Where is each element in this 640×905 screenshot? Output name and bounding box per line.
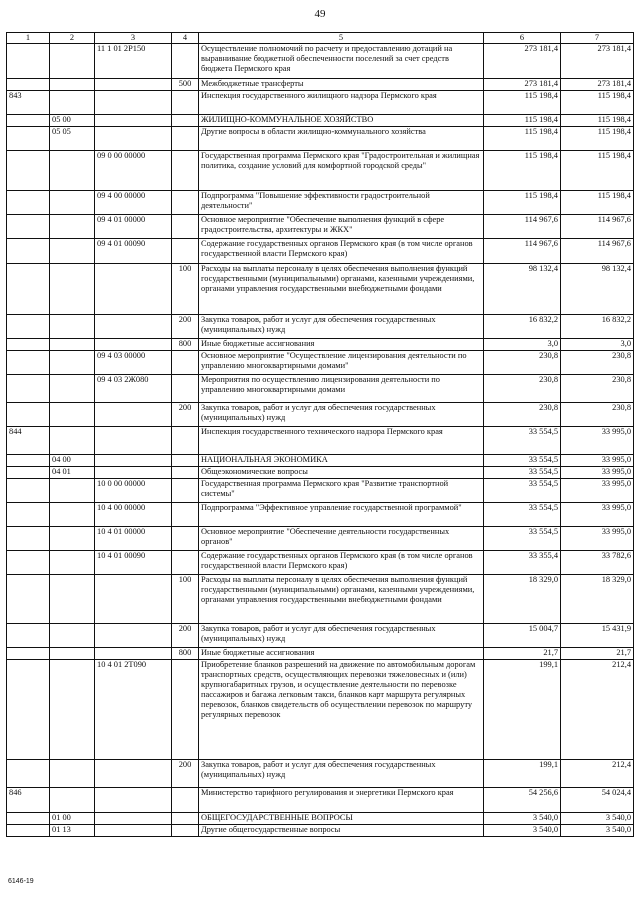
target-article-cell	[95, 264, 172, 315]
amount-2019-cell: 33 554,5	[484, 455, 561, 467]
header-cell-2: 2	[50, 33, 95, 44]
amount-2020-cell: 15 431,9	[561, 624, 634, 648]
target-article-cell	[95, 788, 172, 813]
target-article-cell	[95, 575, 172, 624]
description-cell: Содержание государственных органов Пермского края (в том числе органов государственной власти Пермского края)	[199, 551, 484, 575]
admin-code-cell	[7, 503, 50, 527]
table-row	[7, 455, 634, 467]
description-cell: Расходы на выплаты персоналу в целях обеспечения выполнения функций государственными (муниципальными) органами, казенными учреждениями, органами управления государственными внебюджетными фондами	[199, 264, 484, 315]
expense-type-cell	[172, 503, 199, 527]
admin-code-cell	[7, 479, 50, 503]
table-row	[7, 760, 634, 788]
section-code-cell	[50, 264, 95, 315]
description-cell: Основное мероприятие "Обеспечение деятельности государственных органов"	[199, 527, 484, 551]
target-article-cell	[95, 760, 172, 788]
description-cell: Приобретение бланков разрешений на движение по автомобильным дорогам транспортных средств, осуществляющих перевозки тяжеловесных и (или) крупногабаритных грузов, и осуществление деятельности по перевозке пассажиров и багажа легковым такси, бланков карт маршрута регулярных перевозок, бланков свидетельств об осуществлении перевозок по маршруту регулярных перевозок	[199, 660, 484, 760]
table-row	[7, 215, 634, 239]
admin-code-cell	[7, 239, 50, 264]
table-row	[7, 127, 634, 151]
admin-code-cell: 844	[7, 427, 50, 455]
amount-2019-cell: 115 198,4	[484, 191, 561, 215]
admin-code-cell	[7, 115, 50, 127]
section-code-cell	[50, 315, 95, 339]
description-cell: НАЦИОНАЛЬНАЯ ЭКОНОМИКА	[199, 455, 484, 467]
amount-2019-cell: 230,8	[484, 351, 561, 375]
description-cell: Основное мероприятие "Осуществление лицензирования деятельности по управлению многоквартирными домами"	[199, 351, 484, 375]
admin-code-cell	[7, 44, 50, 79]
section-code-cell	[50, 527, 95, 551]
amount-2019-cell: 199,1	[484, 660, 561, 760]
table-row	[7, 788, 634, 813]
amount-2020-cell: 115 198,4	[561, 127, 634, 151]
expense-type-cell	[172, 239, 199, 264]
description-cell: Министерство тарифного регулирования и энергетики Пермского края	[199, 788, 484, 813]
expense-type-cell	[172, 215, 199, 239]
target-article-cell: 10 4 00 00000	[95, 503, 172, 527]
description-cell: Государственная программа Пермского края "Градостроительная и жилищная политика, создание условий для комфортной городской среды"	[199, 151, 484, 191]
amount-2019-cell: 98 132,4	[484, 264, 561, 315]
description-cell: Другие общегосударственные вопросы	[199, 825, 484, 837]
description-cell: Общеэкономические вопросы	[199, 467, 484, 479]
target-article-cell: 10 4 01 00090	[95, 551, 172, 575]
table-row	[7, 479, 634, 503]
section-code-cell: 05 05	[50, 127, 95, 151]
target-article-cell: 09 0 00 00000	[95, 151, 172, 191]
header-row	[7, 33, 634, 44]
expense-type-cell: 200	[172, 403, 199, 427]
amount-2020-cell: 16 832,2	[561, 315, 634, 339]
amount-2020-cell: 115 198,4	[561, 115, 634, 127]
description-cell: Расходы на выплаты персоналу в целях обеспечения выполнения функций государственными (муниципальными) органами, казенными учреждениями, органами управления государственными внебюджетными фондами	[199, 575, 484, 624]
amount-2019-cell: 115 198,4	[484, 115, 561, 127]
amount-2019-cell: 21,7	[484, 648, 561, 660]
section-code-cell	[50, 648, 95, 660]
section-code-cell	[50, 44, 95, 79]
amount-2019-cell: 3 540,0	[484, 825, 561, 837]
target-article-cell	[95, 127, 172, 151]
expense-type-cell: 100	[172, 575, 199, 624]
description-cell: Другие вопросы в области жилищно-коммунального хозяйства	[199, 127, 484, 151]
description-cell: Основное мероприятие "Обеспечение выполнения функций в сфере градостроительства, архитектуры и ЖКХ"	[199, 215, 484, 239]
target-article-cell	[95, 427, 172, 455]
admin-code-cell	[7, 825, 50, 837]
target-article-cell: 09 4 01 00090	[95, 239, 172, 264]
target-article-cell	[95, 624, 172, 648]
admin-code-cell	[7, 467, 50, 479]
table-row	[7, 264, 634, 315]
expense-type-cell	[172, 91, 199, 115]
expense-type-cell	[172, 427, 199, 455]
target-article-cell	[95, 813, 172, 825]
description-cell: Осуществление полномочий по расчету и предоставлению дотаций на выравнивание бюджетной обеспеченности поселений за счет средств бюджета Пермского края	[199, 44, 484, 79]
admin-code-cell	[7, 575, 50, 624]
amount-2020-cell: 114 967,6	[561, 215, 634, 239]
section-code-cell	[50, 503, 95, 527]
amount-2020-cell: 115 198,4	[561, 151, 634, 191]
expense-type-cell	[172, 151, 199, 191]
expense-type-cell	[172, 467, 199, 479]
expense-type-cell	[172, 551, 199, 575]
admin-code-cell	[7, 127, 50, 151]
amount-2020-cell: 18 329,0	[561, 575, 634, 624]
admin-code-cell	[7, 813, 50, 825]
amount-2020-cell: 115 198,4	[561, 191, 634, 215]
table-row	[7, 151, 634, 191]
target-article-cell	[95, 339, 172, 351]
expense-type-cell	[172, 44, 199, 79]
table-row	[7, 467, 634, 479]
table-row	[7, 825, 634, 837]
description-cell: Иные бюджетные ассигнования	[199, 648, 484, 660]
admin-code-cell	[7, 375, 50, 403]
expense-type-cell	[172, 479, 199, 503]
target-article-cell	[95, 91, 172, 115]
section-code-cell	[50, 239, 95, 264]
admin-code-cell	[7, 264, 50, 315]
amount-2019-cell: 3,0	[484, 339, 561, 351]
expense-type-cell	[172, 527, 199, 551]
amount-2020-cell: 33 995,0	[561, 467, 634, 479]
target-article-cell: 10 4 01 00000	[95, 527, 172, 551]
section-code-cell	[50, 191, 95, 215]
description-cell: Межбюджетные трансферты	[199, 79, 484, 91]
amount-2020-cell: 230,8	[561, 403, 634, 427]
target-article-cell	[95, 648, 172, 660]
amount-2019-cell: 115 198,4	[484, 127, 561, 151]
amount-2020-cell: 273 181,4	[561, 79, 634, 91]
section-code-cell	[50, 575, 95, 624]
description-cell: Закупка товаров, работ и услуг для обеспечения государственных (муниципальных) нужд	[199, 315, 484, 339]
amount-2020-cell: 98 132,4	[561, 264, 634, 315]
amount-2019-cell: 115 198,4	[484, 91, 561, 115]
expense-type-cell	[172, 351, 199, 375]
section-code-cell	[50, 479, 95, 503]
amount-2020-cell: 3 540,0	[561, 825, 634, 837]
expense-type-cell	[172, 127, 199, 151]
amount-2020-cell: 273 181,4	[561, 44, 634, 79]
admin-code-cell	[7, 351, 50, 375]
table-row	[7, 191, 634, 215]
table-row	[7, 427, 634, 455]
description-cell: Подпрограмма "Повышение эффективности градостроительной деятельности"	[199, 191, 484, 215]
section-code-cell	[50, 151, 95, 191]
section-code-cell: 01 13	[50, 825, 95, 837]
page-number: 49	[314, 8, 326, 20]
amount-2020-cell: 114 967,6	[561, 239, 634, 264]
expense-type-cell	[172, 813, 199, 825]
amount-2019-cell: 33 554,5	[484, 527, 561, 551]
amount-2020-cell: 3,0	[561, 339, 634, 351]
table-row	[7, 351, 634, 375]
amount-2020-cell: 33 782,6	[561, 551, 634, 575]
expense-type-cell: 500	[172, 79, 199, 91]
amount-2020-cell: 21,7	[561, 648, 634, 660]
admin-code-cell	[7, 551, 50, 575]
section-code-cell	[50, 339, 95, 351]
amount-2019-cell: 3 540,0	[484, 813, 561, 825]
description-cell: Государственная программа Пермского края "Развитие транспортной системы"	[199, 479, 484, 503]
section-code-cell	[50, 624, 95, 648]
admin-code-cell: 843	[7, 91, 50, 115]
budget-table-body	[7, 33, 634, 837]
target-article-cell: 10 0 00 00000	[95, 479, 172, 503]
expense-type-cell: 200	[172, 315, 199, 339]
description-cell: Закупка товаров, работ и услуг для обеспечения государственных (муниципальных) нужд	[199, 760, 484, 788]
admin-code-cell	[7, 191, 50, 215]
header-cell-6: 6	[484, 33, 561, 44]
amount-2019-cell: 230,8	[484, 375, 561, 403]
admin-code-cell: 846	[7, 788, 50, 813]
amount-2019-cell: 273 181,4	[484, 79, 561, 91]
target-article-cell	[95, 467, 172, 479]
table-row	[7, 239, 634, 264]
section-code-cell	[50, 403, 95, 427]
amount-2019-cell: 54 256,6	[484, 788, 561, 813]
amount-2019-cell: 199,1	[484, 760, 561, 788]
expense-type-cell: 200	[172, 760, 199, 788]
expense-type-cell	[172, 788, 199, 813]
footer-code: 6146-19	[8, 878, 34, 885]
admin-code-cell	[7, 79, 50, 91]
amount-2020-cell: 3 540,0	[561, 813, 634, 825]
amount-2020-cell: 230,8	[561, 351, 634, 375]
table-row	[7, 575, 634, 624]
section-code-cell	[50, 788, 95, 813]
description-cell: ОБЩЕГОСУДАРСТВЕННЫЕ ВОПРОСЫ	[199, 813, 484, 825]
expense-type-cell	[172, 115, 199, 127]
section-code-cell	[50, 91, 95, 115]
target-article-cell	[95, 115, 172, 127]
section-code-cell	[50, 375, 95, 403]
section-code-cell	[50, 760, 95, 788]
amount-2020-cell: 33 995,0	[561, 503, 634, 527]
table-row	[7, 115, 634, 127]
expense-type-cell: 800	[172, 339, 199, 351]
table-row	[7, 503, 634, 527]
amount-2019-cell: 230,8	[484, 403, 561, 427]
section-code-cell: 04 01	[50, 467, 95, 479]
table-row	[7, 813, 634, 825]
table-row	[7, 44, 634, 79]
description-cell: Мероприятия по осуществлению лицензирования деятельности по управлению многоквартирными домами	[199, 375, 484, 403]
section-code-cell	[50, 427, 95, 455]
amount-2019-cell: 33 554,5	[484, 479, 561, 503]
amount-2019-cell: 33 554,5	[484, 503, 561, 527]
description-cell: Подпрограмма "Эффективное управление государственной программой"	[199, 503, 484, 527]
admin-code-cell	[7, 527, 50, 551]
amount-2020-cell: 33 995,0	[561, 455, 634, 467]
table-row	[7, 79, 634, 91]
table-row	[7, 403, 634, 427]
description-cell: Закупка товаров, работ и услуг для обеспечения государственных (муниципальных) нужд	[199, 403, 484, 427]
admin-code-cell	[7, 315, 50, 339]
admin-code-cell	[7, 624, 50, 648]
header-cell-4: 4	[172, 33, 199, 44]
expense-type-cell	[172, 455, 199, 467]
table-row	[7, 624, 634, 648]
target-article-cell: 09 4 01 00000	[95, 215, 172, 239]
target-article-cell: 11 1 01 2P150	[95, 44, 172, 79]
budget-table	[6, 32, 634, 837]
section-code-cell: 01 00	[50, 813, 95, 825]
amount-2020-cell: 54 024,4	[561, 788, 634, 813]
section-code-cell	[50, 551, 95, 575]
admin-code-cell	[7, 648, 50, 660]
expense-type-cell: 800	[172, 648, 199, 660]
table-row	[7, 375, 634, 403]
amount-2019-cell: 15 004,7	[484, 624, 561, 648]
target-article-cell: 09 4 03 2Ж080	[95, 375, 172, 403]
amount-2019-cell: 16 832,2	[484, 315, 561, 339]
target-article-cell: 09 4 03 00000	[95, 351, 172, 375]
amount-2020-cell: 33 995,0	[561, 479, 634, 503]
table-row	[7, 315, 634, 339]
table-row	[7, 648, 634, 660]
header-cell-5: 5	[199, 33, 484, 44]
description-cell: Инспекция государственного жилищного надзора Пермского края	[199, 91, 484, 115]
expense-type-cell	[172, 375, 199, 403]
description-cell: Иные бюджетные ассигнования	[199, 339, 484, 351]
amount-2020-cell: 33 995,0	[561, 427, 634, 455]
target-article-cell	[95, 403, 172, 427]
target-article-cell: 10 4 01 2T090	[95, 660, 172, 760]
header-cell-3: 3	[95, 33, 172, 44]
table-row	[7, 91, 634, 115]
amount-2020-cell: 230,8	[561, 375, 634, 403]
header-cell-7: 7	[561, 33, 634, 44]
target-article-cell	[95, 315, 172, 339]
table-row	[7, 660, 634, 760]
admin-code-cell	[7, 760, 50, 788]
section-code-cell	[50, 660, 95, 760]
admin-code-cell	[7, 215, 50, 239]
target-article-cell	[95, 825, 172, 837]
section-code-cell	[50, 215, 95, 239]
expense-type-cell	[172, 825, 199, 837]
table-row	[7, 527, 634, 551]
admin-code-cell	[7, 455, 50, 467]
description-cell: Закупка товаров, работ и услуг для обеспечения государственных (муниципальных) нужд	[199, 624, 484, 648]
amount-2019-cell: 273 181,4	[484, 44, 561, 79]
admin-code-cell	[7, 660, 50, 760]
amount-2019-cell: 115 198,4	[484, 151, 561, 191]
target-article-cell	[95, 455, 172, 467]
amount-2020-cell: 33 995,0	[561, 527, 634, 551]
expense-type-cell: 200	[172, 624, 199, 648]
header-cell-1: 1	[7, 33, 50, 44]
description-cell: Содержание государственных органов Пермского края (в том числе органов государственной власти Пермского края)	[199, 239, 484, 264]
amount-2019-cell: 114 967,6	[484, 215, 561, 239]
expense-type-cell: 100	[172, 264, 199, 315]
target-article-cell	[95, 79, 172, 91]
target-article-cell: 09 4 00 00000	[95, 191, 172, 215]
amount-2019-cell: 18 329,0	[484, 575, 561, 624]
admin-code-cell	[7, 151, 50, 191]
admin-code-cell	[7, 403, 50, 427]
section-code-cell	[50, 351, 95, 375]
description-cell: Инспекция государственного технического надзора Пермского края	[199, 427, 484, 455]
amount-2019-cell: 33 355,4	[484, 551, 561, 575]
description-cell: ЖИЛИЩНО-КОММУНАЛЬНОЕ ХОЗЯЙСТВО	[199, 115, 484, 127]
amount-2019-cell: 33 554,5	[484, 467, 561, 479]
admin-code-cell	[7, 339, 50, 351]
table-row	[7, 551, 634, 575]
section-code-cell: 04 00	[50, 455, 95, 467]
amount-2019-cell: 114 967,6	[484, 239, 561, 264]
amount-2020-cell: 212,4	[561, 760, 634, 788]
section-code-cell: 05 00	[50, 115, 95, 127]
amount-2019-cell: 33 554,5	[484, 427, 561, 455]
amount-2020-cell: 115 198,4	[561, 91, 634, 115]
section-code-cell	[50, 79, 95, 91]
expense-type-cell	[172, 191, 199, 215]
expense-type-cell	[172, 660, 199, 760]
table-row	[7, 339, 634, 351]
amount-2020-cell: 212,4	[561, 660, 634, 760]
